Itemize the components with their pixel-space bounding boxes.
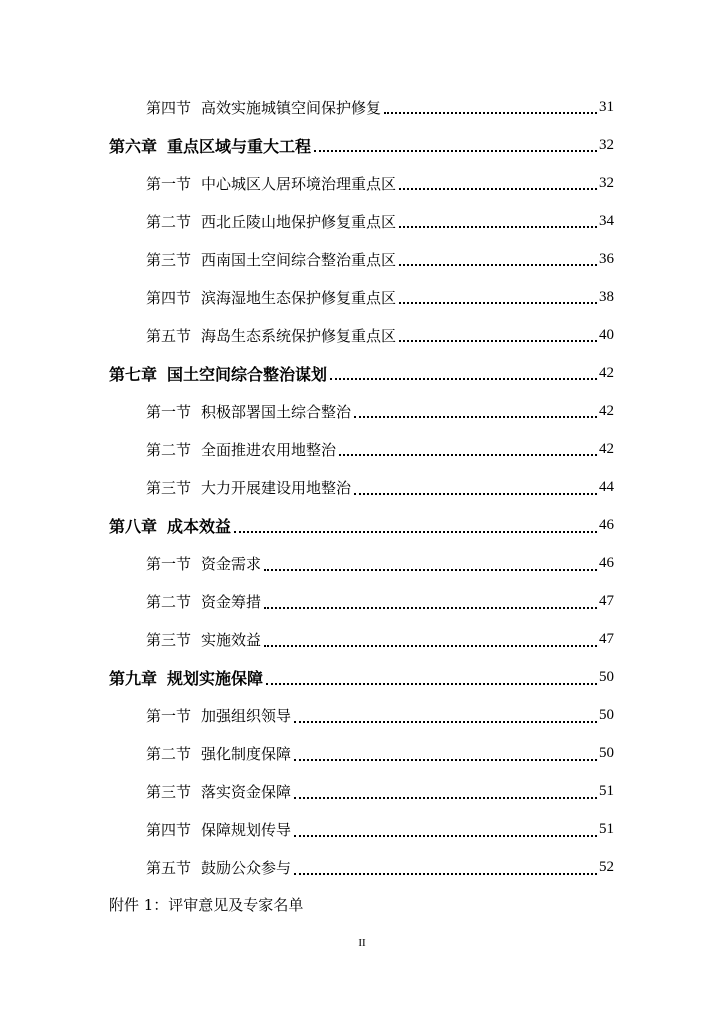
toc-section-row <box>0 849 724 887</box>
toc-entry-label <box>146 287 396 308</box>
toc-entry-title: 积极部署国土综合整治 <box>201 402 352 421</box>
dot-leader <box>399 339 597 342</box>
toc-entry-label <box>109 514 231 537</box>
toc-page-number: 44 <box>599 478 614 495</box>
toc-entry-title: 加强组织领导 <box>201 707 292 726</box>
toc-entry-label <box>146 173 396 194</box>
toc-entry-label <box>146 857 291 878</box>
toc-section-row <box>0 583 724 621</box>
appendix-entry: 附件 1：评审意见及专家名单 <box>109 896 304 914</box>
toc-entry-title: 大力开展建设用地整治 <box>201 478 352 497</box>
toc-entry-number: 第二节 <box>146 212 192 231</box>
toc-entry-number: 第六章 <box>109 136 158 156</box>
toc-page-number: 40 <box>599 326 614 343</box>
toc-page-number: 52 <box>599 859 614 876</box>
toc-entry-label <box>146 211 396 232</box>
dot-leader <box>294 872 597 875</box>
toc-section-row <box>0 773 724 811</box>
toc-entry-title: 资金需求 <box>201 555 262 574</box>
toc-section-row <box>0 697 724 735</box>
toc-entry-label <box>146 439 336 460</box>
toc-section-row <box>0 202 724 240</box>
toc-page-number: 34 <box>599 212 614 229</box>
toc-entry-number: 第五节 <box>146 859 192 878</box>
dot-leader <box>330 377 597 380</box>
toc-entry-label <box>146 553 261 574</box>
toc-page-number: 36 <box>599 250 614 267</box>
toc-section-row <box>0 621 724 659</box>
toc-section-row <box>0 545 724 583</box>
toc-entry-number: 第一节 <box>146 555 192 574</box>
toc-page-number: 31 <box>599 98 614 115</box>
dot-leader <box>264 644 597 647</box>
toc-entry-title: 西北丘陵山地保护修复重点区 <box>201 212 397 231</box>
dot-leader <box>399 301 597 304</box>
toc-entry-title: 资金筹措 <box>201 593 262 612</box>
dot-leader <box>384 111 597 114</box>
toc-page-number: 32 <box>599 136 614 153</box>
toc-entry-number: 第三节 <box>146 631 192 650</box>
dot-leader <box>354 415 597 418</box>
toc-page-number: 51 <box>599 783 614 800</box>
dot-leader <box>399 263 597 266</box>
toc-section-row <box>0 811 724 849</box>
toc-section-row <box>0 468 724 506</box>
toc-entry-number: 第三节 <box>146 783 192 802</box>
toc-entry-number: 第三节 <box>146 250 192 269</box>
toc-entry-label <box>146 325 396 346</box>
toc-entry-label <box>146 705 291 726</box>
dot-leader <box>399 187 597 190</box>
toc-entry-label <box>146 97 381 118</box>
toc-entry-number: 第二节 <box>146 593 192 612</box>
toc-entry-label <box>146 591 261 612</box>
toc-entry-number: 第八章 <box>109 517 158 537</box>
dot-leader <box>266 682 597 685</box>
toc-entry-label <box>146 401 351 422</box>
toc-entry-label <box>146 477 351 498</box>
toc-chapter-row <box>0 126 724 164</box>
toc-page-number: 38 <box>599 288 614 305</box>
toc-entry-title: 落实资金保障 <box>201 783 292 802</box>
dot-leader <box>294 758 597 761</box>
toc-page-number: 50 <box>599 669 614 686</box>
toc-entry-title: 强化制度保障 <box>201 745 292 764</box>
toc-entry-title: 鼓励公众参与 <box>201 859 292 878</box>
toc-chapter-row <box>0 659 724 697</box>
toc-entry-title: 国土空间综合整治谋划 <box>167 364 328 384</box>
toc-section-row <box>0 735 724 773</box>
dot-leader <box>314 149 597 152</box>
dot-leader <box>294 834 597 837</box>
toc-entry-title: 西南国土空间综合整治重点区 <box>201 250 397 269</box>
toc-page-number: 50 <box>599 745 614 762</box>
toc-entry-number: 第三节 <box>146 478 192 497</box>
toc-section-row <box>0 88 724 126</box>
toc-entry-title: 全面推进农用地整治 <box>201 440 337 459</box>
toc-chapter-row <box>0 507 724 545</box>
toc-page-number: 47 <box>599 631 614 648</box>
toc-section-row <box>0 240 724 278</box>
toc-page-number: 42 <box>599 440 614 457</box>
toc-page-number: 46 <box>599 517 614 534</box>
toc-entry-number: 第一节 <box>146 707 192 726</box>
toc-page-number: 51 <box>599 821 614 838</box>
dot-leader <box>264 606 597 609</box>
toc-entry-title: 滨海湿地生态保护修复重点区 <box>201 288 397 307</box>
toc-entry-title: 海岛生态系统保护修复重点区 <box>201 326 397 345</box>
toc-entry-number: 第二节 <box>146 440 192 459</box>
toc-entry-label <box>146 249 396 270</box>
toc-entry-number: 第二节 <box>146 745 192 764</box>
toc-page-number: 47 <box>599 593 614 610</box>
toc-entry-title: 规划实施保障 <box>167 669 264 689</box>
toc-section-row <box>0 392 724 430</box>
toc-page-number: 32 <box>599 174 614 191</box>
toc-entry-label <box>109 666 263 689</box>
toc-entry-title: 成本效益 <box>167 517 232 537</box>
dot-leader <box>294 796 597 799</box>
page-number: II <box>358 937 366 949</box>
toc-chapter-row <box>0 354 724 392</box>
toc-page-number: 46 <box>599 555 614 572</box>
toc-entry-title: 高效实施城镇空间保护修复 <box>201 98 382 117</box>
toc-entry-label <box>109 362 327 385</box>
toc-entry-title: 中心城区人居环境治理重点区 <box>201 174 397 193</box>
toc-section-row <box>0 278 724 316</box>
toc-entry-label <box>109 134 311 157</box>
toc-entry-label <box>146 629 261 650</box>
toc-section-row <box>0 164 724 202</box>
toc-entry-label <box>146 781 291 802</box>
toc-entry-number: 第一节 <box>146 402 192 421</box>
toc-section-row <box>0 316 724 354</box>
toc-page-number: 50 <box>599 707 614 724</box>
toc-entry-number: 第九章 <box>109 669 158 689</box>
toc-entry-title: 保障规划传导 <box>201 821 292 840</box>
dot-leader <box>234 530 597 533</box>
dot-leader <box>399 225 597 228</box>
dot-leader <box>294 720 597 723</box>
toc-entry-title: 重点区域与重大工程 <box>167 136 312 156</box>
dot-leader <box>354 492 597 495</box>
toc-entry-number: 第七章 <box>109 364 158 384</box>
toc-entry-label <box>146 743 291 764</box>
toc-entry-number: 第四节 <box>146 821 192 840</box>
toc-entry-title: 实施效益 <box>201 631 262 650</box>
toc-entry-label <box>146 819 291 840</box>
table-of-contents <box>0 88 724 887</box>
toc-entry-number: 第四节 <box>146 98 192 117</box>
toc-entry-number: 第五节 <box>146 326 192 345</box>
toc-page-number: 42 <box>599 364 614 381</box>
dot-leader <box>264 568 597 571</box>
toc-entry-number: 第一节 <box>146 174 192 193</box>
dot-leader <box>339 453 597 456</box>
toc-page-number: 42 <box>599 402 614 419</box>
toc-section-row <box>0 430 724 468</box>
toc-entry-number: 第四节 <box>146 288 192 307</box>
